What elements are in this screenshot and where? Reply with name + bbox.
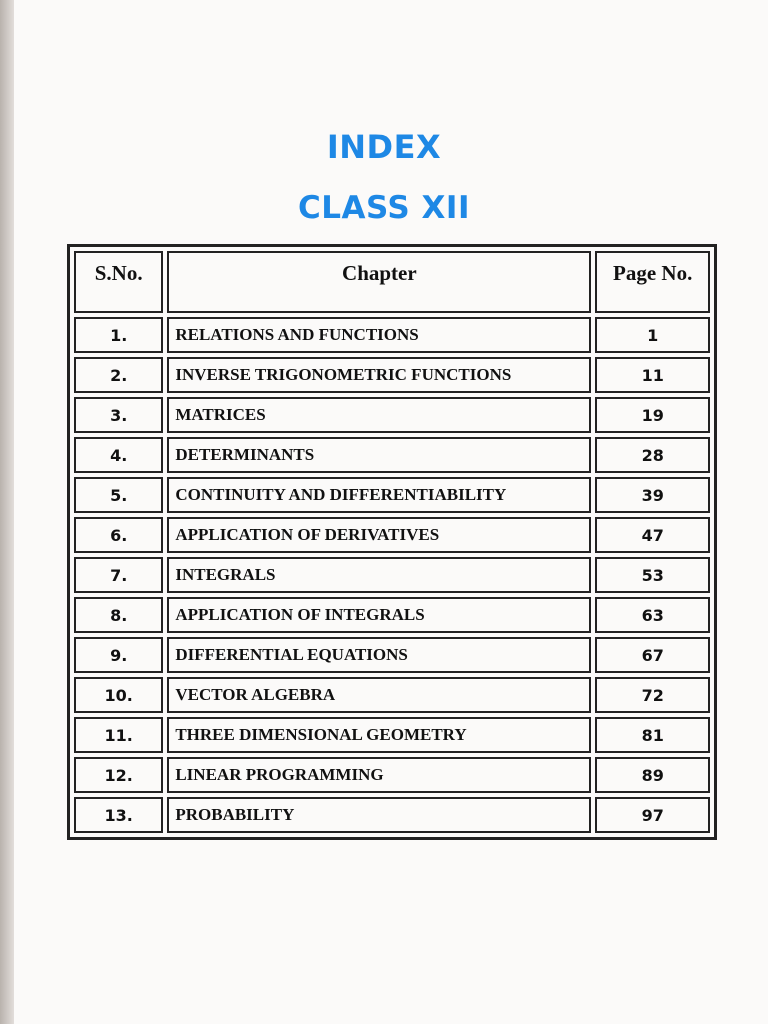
row-page-no: 1 xyxy=(595,317,710,353)
table-row xyxy=(74,357,710,393)
row-page-no: 53 xyxy=(595,557,710,593)
row-chapter: THREE DIMENSIONAL GEOMETRY xyxy=(167,717,591,753)
row-chapter: INVERSE TRIGONOMETRIC FUNCTIONS xyxy=(167,357,591,393)
row-chapter: VECTOR ALGEBRA xyxy=(167,677,591,713)
row-chapter: APPLICATION OF INTEGRALS xyxy=(167,597,591,633)
row-sno: 9. xyxy=(74,637,163,673)
row-sno: 10. xyxy=(74,677,163,713)
row-sno: 11. xyxy=(74,717,163,753)
row-chapter: APPLICATION OF DERIVATIVES xyxy=(167,517,591,553)
table-row xyxy=(74,437,710,473)
row-page-no: 67 xyxy=(595,637,710,673)
table-row xyxy=(74,597,710,633)
row-chapter: INTEGRALS xyxy=(167,557,591,593)
header-page-no: Page No. xyxy=(595,251,710,313)
table-row xyxy=(74,757,710,793)
table-row xyxy=(74,397,710,433)
row-page-no: 89 xyxy=(595,757,710,793)
table-body xyxy=(74,317,710,833)
table-row xyxy=(74,557,710,593)
row-page-no: 97 xyxy=(595,797,710,833)
header-chapter: Chapter xyxy=(167,251,591,313)
table-row xyxy=(74,677,710,713)
row-sno: 1. xyxy=(74,317,163,353)
class-heading: CLASS XII xyxy=(297,190,471,226)
row-chapter: LINEAR PROGRAMMING xyxy=(167,757,591,793)
row-sno: 2. xyxy=(74,357,163,393)
table-row xyxy=(74,477,710,513)
row-page-no: 39 xyxy=(595,477,710,513)
row-page-no: 63 xyxy=(595,597,710,633)
row-sno: 7. xyxy=(74,557,163,593)
table-row xyxy=(74,797,710,833)
row-chapter: PROBABILITY xyxy=(167,797,591,833)
row-sno: 8. xyxy=(74,597,163,633)
chapter-index-table xyxy=(67,244,717,840)
row-page-no: 19 xyxy=(595,397,710,433)
table-row xyxy=(74,517,710,553)
row-sno: 13. xyxy=(74,797,163,833)
row-page-no: 72 xyxy=(595,677,710,713)
table-row xyxy=(74,317,710,353)
row-sno: 6. xyxy=(74,517,163,553)
row-page-no: 28 xyxy=(595,437,710,473)
row-chapter: DETERMINANTS xyxy=(167,437,591,473)
table-row xyxy=(74,637,710,673)
row-chapter: CONTINUITY AND DIFFERENTIABILITY xyxy=(167,477,591,513)
row-sno: 5. xyxy=(74,477,163,513)
row-page-no: 47 xyxy=(595,517,710,553)
row-chapter: MATRICES xyxy=(167,397,591,433)
table-row xyxy=(74,717,710,753)
row-page-no: 11 xyxy=(595,357,710,393)
header-sno: S.No. xyxy=(74,251,163,313)
row-sno: 4. xyxy=(74,437,163,473)
row-page-no: 81 xyxy=(595,717,710,753)
row-chapter: RELATIONS AND FUNCTIONS xyxy=(167,317,591,353)
index-heading: INDEX xyxy=(326,128,442,166)
row-chapter: DIFFERENTIAL EQUATIONS xyxy=(167,637,591,673)
row-sno: 12. xyxy=(74,757,163,793)
table-header-row xyxy=(74,251,710,313)
row-sno: 3. xyxy=(74,397,163,433)
